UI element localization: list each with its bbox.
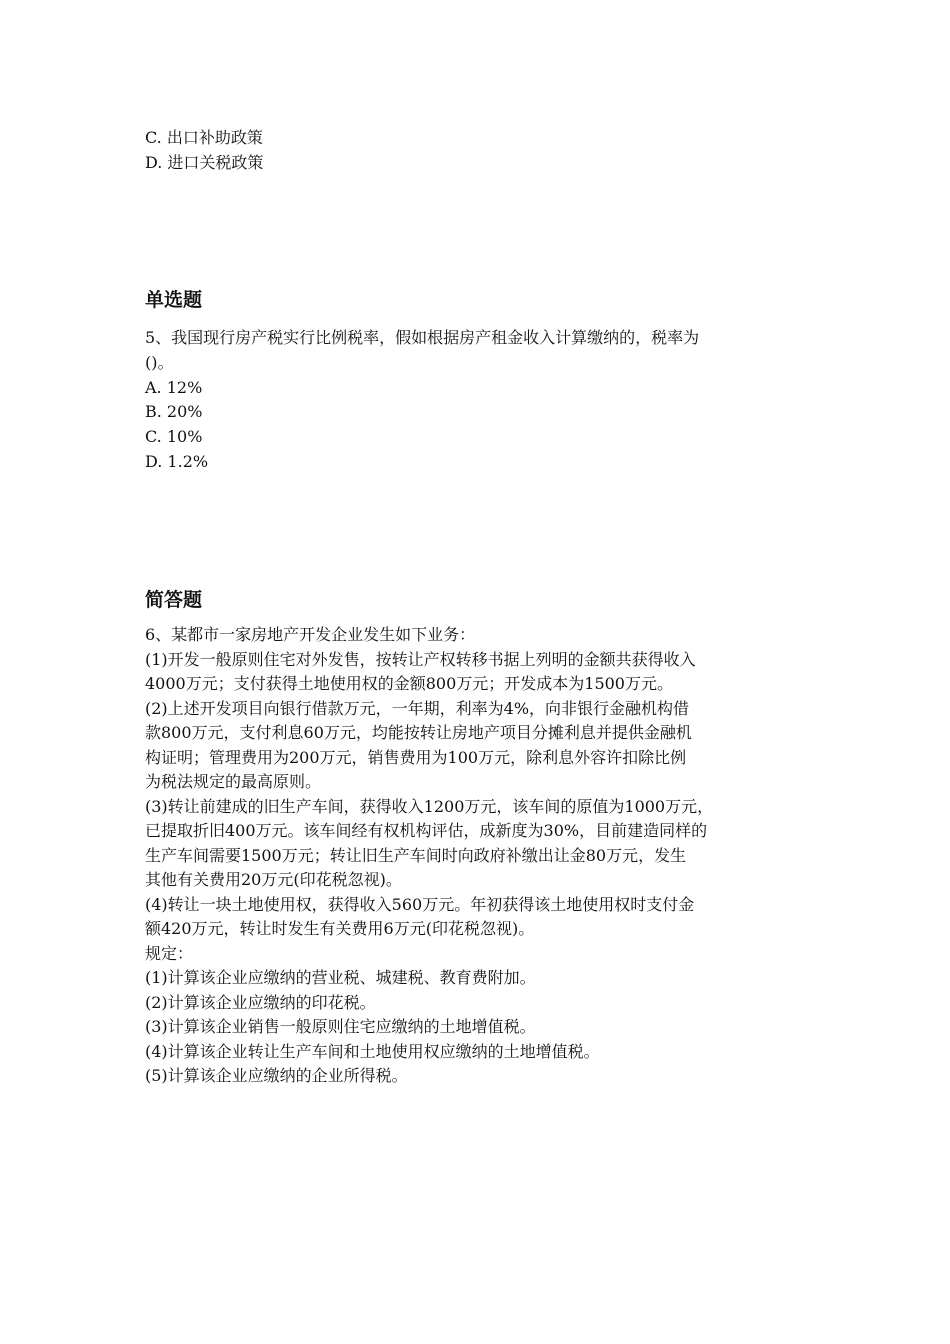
q4-option-d: D. 进口关税政策 [145,153,264,172]
section-title-short-answer: 简答题 [145,589,203,611]
q5-text-line-1: 5、我国现行房产税实行比例税率，假如根据房产租金收入计算缴纳的，税率为 [145,328,700,347]
section-title-single-choice: 单选题 [145,289,203,311]
q6-body [145,623,817,1089]
q6-line: 规定： [145,943,194,963]
q6-line: 为税法规定的最高原则。 [145,772,322,791]
q6-line: 生产车间需要1500万元；转让旧生产车间时向政府补缴出让金80万元，发生 [145,845,687,865]
q6-line: 构证明；管理费用为200万元，销售费用为100万元，除利息外容许扣除比例 [145,747,687,767]
q6-line: 6、某都市一家房地产开发企业发生如下业务： [145,625,476,644]
q6-line: (1)计算该企业应缴纳的营业税、城建税、教育费附加。 [145,968,536,987]
q6-line: 4000万元；支付获得土地使用权的金额800万元；开发成本为1500万元。 [145,674,673,693]
q6-line: 额420万元，转让时发生有关费用6万元(印花税忽视)。 [145,919,535,938]
q5-option-b: B. 20% [145,402,203,421]
q6-line: (5)计算该企业应缴纳的企业所得税。 [145,1066,408,1085]
q6-line: 已提取折旧400万元。该车间经有权机构评估，成新度为30%，目前建造同样的 [145,821,708,840]
q6-line: (1)开发一般原则住宅对外发售，按转让产权转移书据上列明的金额共获得收入 [145,649,696,669]
q6-line: (2)上述开发项目向银行借款万元，一年期，利率为4%，向非银行金融机构借 [145,698,690,718]
q6-line: (3)计算该企业销售一般原则住宅应缴纳的土地增值税。 [145,1017,536,1036]
q5-option-c: C. 10% [145,427,203,446]
q5-option-a: A. 12% [145,378,203,397]
q6-line: (2)计算该企业应缴纳的印花税。 [145,992,376,1012]
q5-text-line-2: ()。 [145,353,174,372]
q6-line: 款800万元，支付利息60万元，均能按转让房地产项目分摊利息并提供金融机 [145,723,692,742]
q6-line: 其他有关费用20万元(印花税忽视)。 [145,870,402,889]
q5-option-d: D. 1.2% [145,452,209,471]
q6-line: (3)转让前建成的旧生产车间，获得收入1200万元，该车间的原值为1000万元， [145,796,714,816]
q6-line: (4)转让一块土地使用权，获得收入560万元。年初获得该土地使用权时支付金 [145,894,695,914]
q6-line: (4)计算该企业转让生产车间和土地使用权应缴纳的土地增值税。 [145,1041,600,1061]
q4-option-c: C. 出口补助政策 [145,128,263,147]
